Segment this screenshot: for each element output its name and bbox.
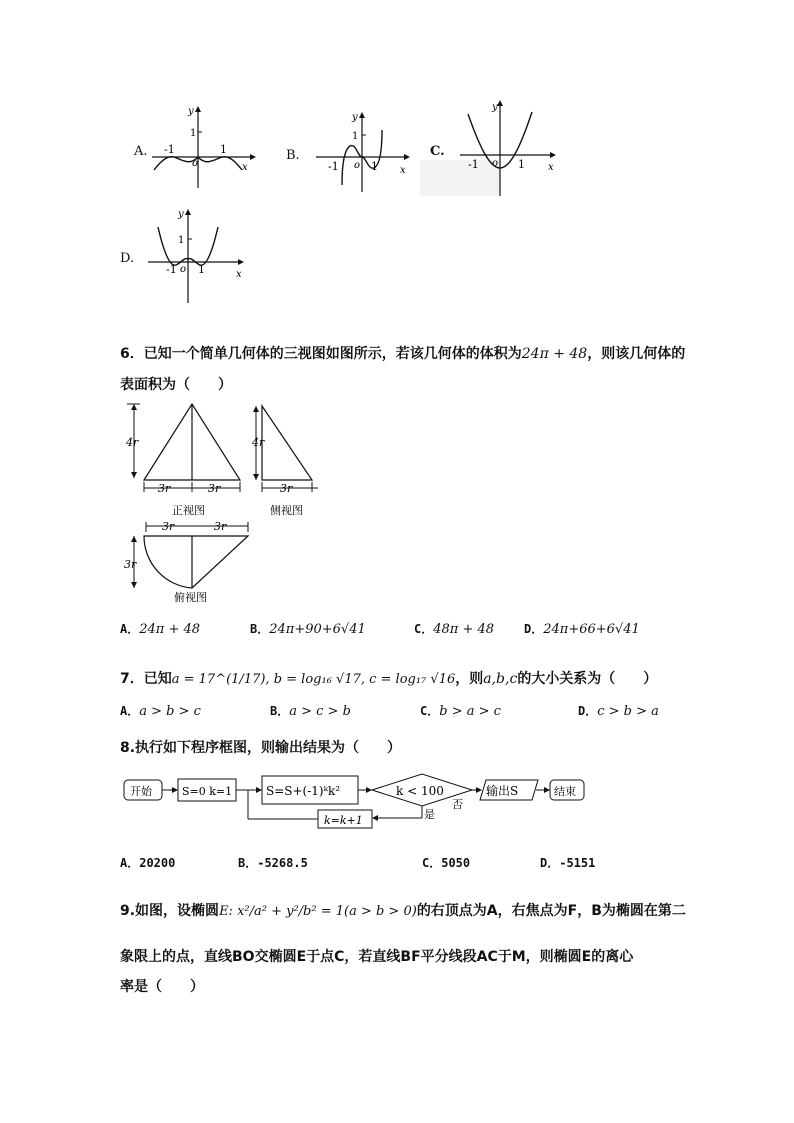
svg-text:x: x <box>400 165 406 176</box>
option-c[interactable]: C．5050 <box>422 856 471 870</box>
svg-text:-1: -1 <box>328 160 339 173</box>
graph-d <box>118 205 258 305</box>
option-d[interactable]: D．-5151 <box>540 856 596 870</box>
svg-text:y: y <box>178 209 184 220</box>
svg-text:俯视图: 俯视图 <box>174 591 207 604</box>
q5-option-a <box>132 100 262 190</box>
q9-stem-line1: 9.如图，设椭圆E: x²/a² + y²/b² = 1(a > b > 0)的右顶点为A，右焦点为F，B为椭圆在第二 <box>120 903 686 919</box>
q8-stem: 8.执行如下程序框图，则输出结果为（ ） <box>120 740 402 756</box>
svg-text:1: 1 <box>371 160 378 173</box>
svg-text:y: y <box>352 112 358 123</box>
svg-text:开始: 开始 <box>130 785 152 798</box>
svg-text:-1: -1 <box>164 143 175 156</box>
option-a[interactable]: A．20200 <box>120 856 176 870</box>
svg-text:3r: 3r <box>162 520 175 533</box>
q7-options <box>120 702 680 724</box>
svg-text:S=0 k=1: S=0 k=1 <box>182 785 233 798</box>
q6-stem-line1: 6．已知一个简单几何体的三视图如图所示，若该几何体的体积为24π + 48，则该几何体的 <box>120 346 686 362</box>
svg-text:o: o <box>492 158 499 169</box>
svg-text:k=k+1: k=k+1 <box>324 814 363 827</box>
option-c[interactable]: C．b > a > c <box>420 704 501 719</box>
svg-text:-1: -1 <box>468 158 479 171</box>
graph-b <box>284 110 414 200</box>
svg-text:x: x <box>548 162 554 173</box>
front-view <box>125 404 240 517</box>
label-y: y <box>188 106 194 117</box>
graph-c <box>420 100 570 200</box>
q5-option-b <box>284 110 414 200</box>
option-a[interactable]: A．a > b > c <box>120 704 201 719</box>
q8-options <box>120 854 680 876</box>
svg-text:3r: 3r <box>158 482 171 495</box>
svg-text:1: 1 <box>190 128 197 139</box>
svg-text:x: x <box>236 269 242 280</box>
top-view <box>124 520 248 604</box>
q5-option-d <box>118 205 258 305</box>
svg-text:结束: 结束 <box>554 785 576 798</box>
option-c[interactable]: C．48π + 48 <box>414 622 495 637</box>
three-views-figure <box>122 398 332 606</box>
svg-text:o: o <box>354 160 361 171</box>
y-arrow <box>195 106 201 112</box>
svg-text:k < 100: k < 100 <box>396 784 444 798</box>
option-letter: B. <box>286 148 300 163</box>
x-arrow <box>250 154 256 160</box>
svg-text:4r: 4r <box>252 436 265 449</box>
q9-stem-line2: 象限上的点，直线BO交椭圆E于点C，若直线BF平分线段AC于M，则椭圆E的离心 <box>120 949 634 965</box>
side-view <box>251 406 318 517</box>
svg-text:输出S: 输出S <box>486 784 519 798</box>
option-a[interactable]: A．24π + 48 <box>120 622 201 637</box>
q7-stem: 7．已知a = 17^(1/17), b = log₁₆ √17, c = log₁₇ √16，则a,b,c的大小关系为（ ） <box>120 671 658 687</box>
svg-text:x: x <box>242 162 248 173</box>
svg-text:3r: 3r <box>214 520 227 533</box>
q6-stem-line2: 表面积为（ ） <box>120 377 232 393</box>
option-letter: A. <box>134 144 148 159</box>
svg-text:o: o <box>192 158 199 169</box>
svg-text:1: 1 <box>198 263 205 276</box>
svg-text:-1: -1 <box>166 263 177 276</box>
q9-stem-line3: 率是（ ） <box>120 979 204 995</box>
graph-a <box>132 100 262 190</box>
flowchart <box>120 770 590 832</box>
svg-text:侧视图: 侧视图 <box>270 504 303 517</box>
svg-text:1: 1 <box>178 235 185 246</box>
svg-text:是: 是 <box>424 808 435 821</box>
option-b[interactable]: B．24π+90+6√41 <box>250 622 366 637</box>
svg-text:1: 1 <box>518 158 525 171</box>
svg-text:S=S+(-1)ᵏk²: S=S+(-1)ᵏk² <box>266 784 341 798</box>
svg-text:3r: 3r <box>208 482 221 495</box>
q5-option-c <box>420 100 570 200</box>
svg-text:y: y <box>492 102 498 113</box>
svg-text:3r: 3r <box>124 558 137 571</box>
option-d[interactable]: D．24π+66+6√41 <box>524 622 640 637</box>
svg-text:o: o <box>180 264 187 275</box>
svg-text:3r: 3r <box>280 482 293 495</box>
svg-text:否: 否 <box>452 798 463 811</box>
q6-options <box>120 620 680 642</box>
option-letter: D. <box>120 251 135 266</box>
svg-text:1: 1 <box>220 143 227 156</box>
svg-text:正视图: 正视图 <box>172 504 205 517</box>
option-b[interactable]: B．a > c > b <box>270 704 351 719</box>
option-b[interactable]: B．-5268.5 <box>238 856 308 870</box>
option-d[interactable]: D．c > b > a <box>578 704 659 719</box>
svg-text:1: 1 <box>352 131 359 142</box>
svg-text:4r: 4r <box>126 436 139 449</box>
option-letter: C. <box>430 144 445 159</box>
